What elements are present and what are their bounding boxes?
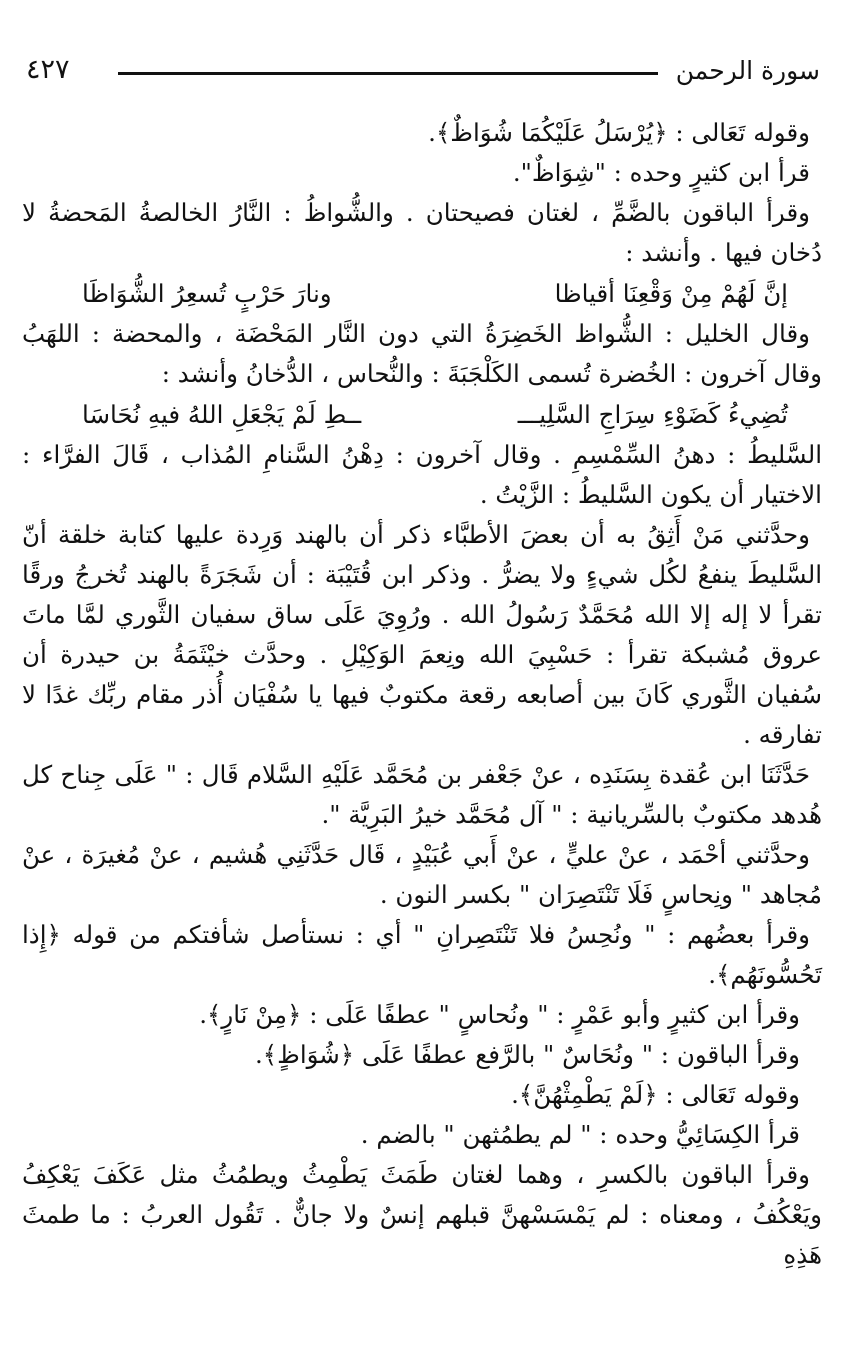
verse-first-hemistich: إنَّ لَهُمْ مِنْ وَقْعِنَا أقياظا (554, 279, 788, 308)
paragraph: وقال الخليل : الشُّواظ الخَضِرَةُ التي دون النَّار المَحْضَة ، والمحضة : اللهَبُ وقال آخرون : الخُضرة تُسمى الكَلْجَبَةَ : والنُّحاس ، الدُّخانُ وأنشد : (22, 319, 822, 388)
page-header (26, 52, 820, 96)
paragraph: وقوله تَعَالى : ﴿لَمْ يَطْمِثْهُنَّ﴾. (511, 1080, 800, 1109)
paragraph: قرأ ابن كثيرٍ وحده : "شِوَاظٌ". (512, 158, 810, 187)
verse-second-hemistich: ــطِ لَمْ يَجْعَلِ اللهُ فيهِ نُحَاسَا (82, 400, 362, 429)
paragraph: وقرأ ابن كثيرٍ وأبو عَمْرٍ : " ونُحاسٍ " عطفًا عَلَى : ﴿مِنْ نَارٍ﴾. (199, 1000, 800, 1029)
running-title: سورة الرحمن (675, 56, 820, 85)
paragraph: وقرأ الباقون بالكسرِ ، وهما لغتان طَمَثَ يَطْمِثُ ويطمُثُ مثل عَكَفَ يَعْكِفُ ويَعْكُفُ ، ومعناه : لم يَمْسَسْهنَّ قبلهم إنسٌ ولا جانٌّ . تَقُول العربُ : ما طمثَ هَذِهِ (22, 1160, 822, 1269)
paragraph: قرأ الكِسَائِيُّ وحده : " لم يطمُثهن " بالضم . (360, 1120, 800, 1149)
paragraph: وحدَّثني مَنْ أَثِقُ به أن بعضَ الأطبَّاء ذكر أن بالهند وَرِدة عليها كتابة خلقة أنّ السَّليطَ ينفعُ لكُل شيءٍ ولا يضرُّ . وذكر ابن قُتَيْبَة : أن شَجَرَةً بالهند تُخرجُ ورقًا تقرأ لا إله إلا الله مُحَمَّدٌ رَسُولُ الله . ورُوِيَ عَلَى ساق سفيان الثَّوري لمَّا ماتَ عروق مُشبكة تقرأ : حَسْبِيَ الله ونِعمَ الوَكِيْلِ . وحدَّث خيْثَمَةُ بن حيدرة أن سُفيان الثَّوري كَانَ بين أصابعه رقعة مكتوبٌ فيها يا سُفْيَان أُذر مقام ربِّك غدًا لا تفارقه . (22, 520, 822, 749)
page-number: ٤٢٧ (26, 54, 70, 85)
verse-first-hemistich: تُضِيءُ كَضَوْءِ سِرَاجِ السَّلِيـــ (517, 400, 788, 429)
paragraph: وقرأ الباقون بالضَّمِّ ، لغتان فصيحتان . والشُّواظُ : النَّارُ الخالصةُ المَحضةُ لا دُخان فيها . وأنشد : (22, 198, 822, 267)
paragraph: السَّليطُ : دهنُ السِّمْسِمِ . وقال آخرون : دِهْنُ السَّنامِ المُذاب ، قَالَ الفرَّاء : الاختيار أن يكون السَّليطُ : الزَّيْتُ . (22, 440, 822, 509)
paragraph: حَدَّثَنَا ابن عُقدة بِسَنَدِه ، عنْ جَعْفر بن مُحَمَّد عَلَيْهِ السَّلام قَال : " عَلَى جِناح كل هُدهد مكتوبٌ بالسِّريانية : " آل مُحَمَّد خيرُ البَرِيَّة ". (22, 760, 822, 829)
verse-second-hemistich: ونارَ حَرْبٍ تُسعِرُ الشُّوَاظَا (82, 279, 332, 308)
header-rule (118, 72, 658, 75)
poetry-verse (22, 273, 822, 314)
paragraph: وقرأ بعضُهم : " ونُحِسُ فلا تَنْتَصِرانِ " أي : نستأصل شأفتكم من قوله ﴿إِذا تَحُسُّونَهُم﴾. (22, 920, 822, 989)
page-body (22, 113, 822, 1275)
paragraph: وقرأ الباقون : " ونُحَاسٌ " بالرَّفع عطفًا عَلَى ﴿شُوَاظٍ﴾. (255, 1040, 800, 1069)
paragraph: وقوله تَعَالى : ﴿يُرْسَلُ عَلَيْكُمَا شُوَاظٌ﴾. (428, 118, 810, 147)
paragraph: وحدَّثني أحْمَد ، عنْ عليٍّ ، عنْ أَبي عُبَيْدٍ ، قَال حَدَّثَنِي هُشيم ، عنْ مُغيرَة ، عنْ مُجاهد " ونِحاسٍ فَلَا تَنْتَصِرَان " بكسر النون . (22, 840, 822, 909)
poetry-verse (22, 394, 822, 435)
